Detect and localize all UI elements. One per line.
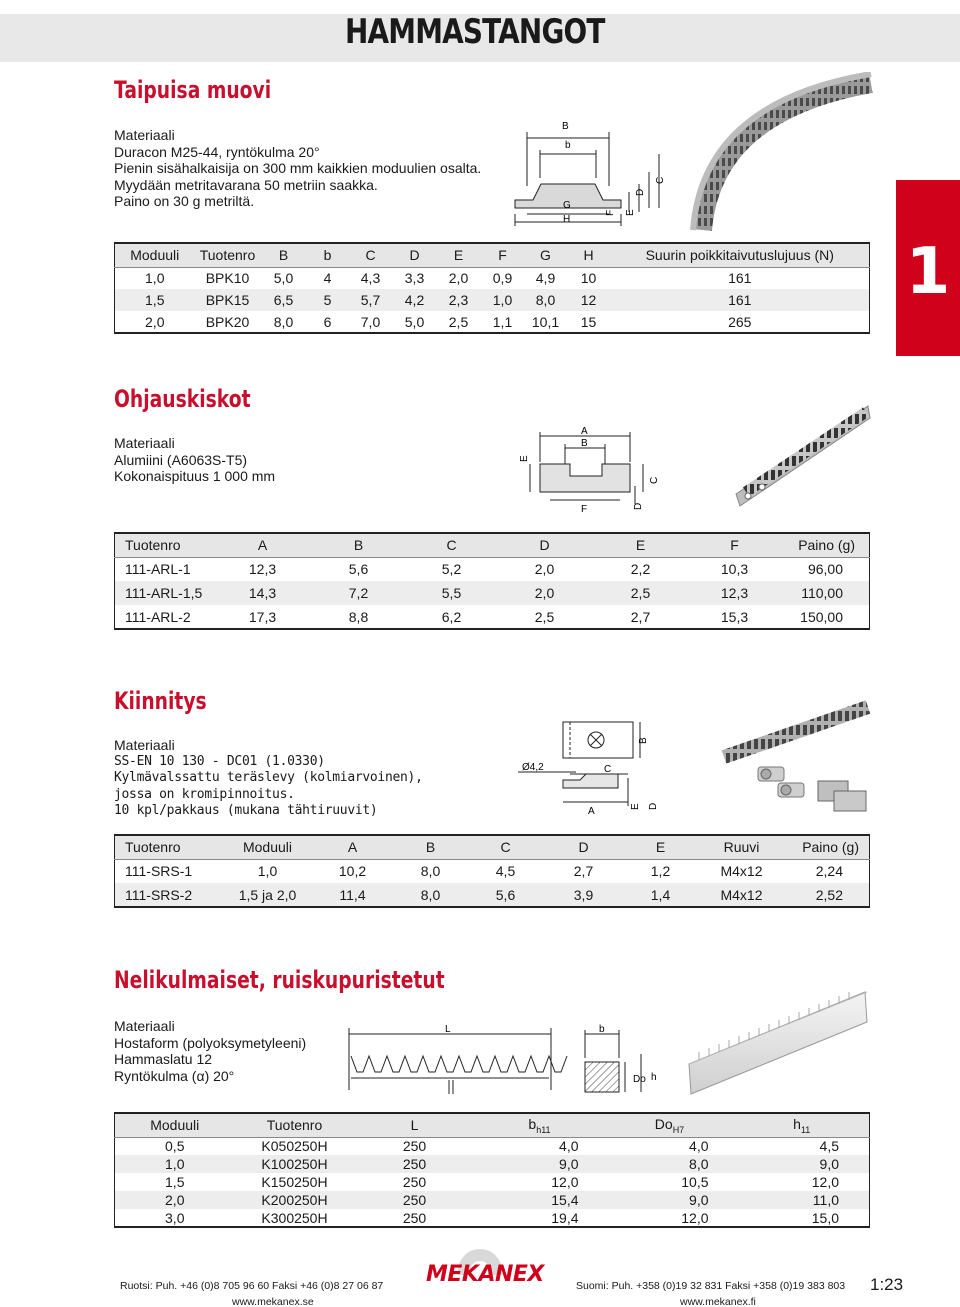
- dim-D: D: [635, 188, 646, 196]
- table-cell: 2,24: [785, 859, 870, 883]
- col-header: B: [395, 835, 467, 859]
- table-cell: 3,9: [545, 883, 623, 907]
- section-title-taipuisa: Taipuisa muovi: [114, 76, 272, 104]
- table-cell: 0,5: [115, 1137, 235, 1155]
- table-cell: 111-SRS-2: [115, 883, 225, 907]
- dim-G: G: [563, 200, 571, 211]
- table-cell: 1,0: [115, 267, 195, 289]
- table-cell: 15,0: [735, 1209, 870, 1227]
- material-line: Alumiini (A6063S-T5): [114, 451, 248, 468]
- dim-F: F: [581, 504, 588, 515]
- material-block-4: [114, 1018, 306, 1084]
- col-header: [475, 1113, 605, 1137]
- dim-B: B: [638, 737, 649, 744]
- col-header: E: [623, 835, 699, 859]
- bracket-diagram: [518, 718, 668, 820]
- table-row: [115, 1173, 870, 1191]
- material-label: Materiaali: [114, 435, 175, 451]
- table-cell: 161: [611, 289, 870, 311]
- material-line: Hammaslatu 12: [114, 1051, 213, 1067]
- table-cell: BPK20: [195, 311, 261, 333]
- table-cell: 10,5: [681, 1174, 709, 1190]
- col-header-sub: 11: [800, 1124, 811, 1135]
- col-header: Tuotenro: [235, 1113, 355, 1137]
- table-cell: 7,2: [311, 581, 407, 605]
- table-cell: 96,00: [781, 557, 870, 581]
- section-title-kiinnitys: Kiinnitys: [114, 687, 207, 715]
- col-header: Moduuli: [115, 1113, 235, 1137]
- dim-diameter: Ø4,2: [522, 762, 544, 773]
- table-cell: M4x12: [720, 863, 763, 880]
- table-cell: 250: [355, 1191, 475, 1209]
- dim-F: F: [605, 209, 616, 216]
- table-cell: 19,4: [475, 1209, 605, 1227]
- table-cell: 8,0: [420, 863, 441, 880]
- col-header: Ruuvi: [699, 835, 785, 859]
- col-header: Moduuli: [115, 243, 195, 267]
- table-cell: 250: [402, 1174, 427, 1190]
- table-row: [115, 267, 870, 289]
- dim-D: D: [648, 802, 659, 810]
- table-cell: K300250H: [235, 1209, 355, 1227]
- col-header-sub: h11: [536, 1124, 551, 1135]
- dim-E: E: [625, 209, 636, 216]
- table-row: [115, 581, 870, 605]
- page-title: HAMMASTANGOT: [345, 12, 605, 52]
- col-header: Tuotenro: [115, 533, 215, 557]
- table-cell: 4: [323, 270, 332, 287]
- table-cell: 1,4: [623, 883, 699, 907]
- dim-h: h: [651, 1072, 657, 1083]
- col-header: C: [407, 533, 497, 557]
- table-cell: 2,5: [437, 311, 481, 333]
- guide-rail-image: [728, 398, 873, 513]
- logo-mekanex: MEKANEX: [426, 1262, 544, 1287]
- table-cell: 5,6: [348, 561, 369, 578]
- col-header: A: [311, 835, 395, 859]
- dim-H: H: [563, 214, 571, 225]
- dim-C: C: [655, 176, 666, 184]
- square-rack-diagram: [345, 1020, 670, 1098]
- table-cell: 4,5: [735, 1137, 870, 1155]
- col-header-text: b: [528, 1115, 537, 1132]
- dim-A: A: [588, 806, 595, 817]
- table-cell: 12,0: [551, 1174, 579, 1190]
- table-cell: K150250H: [261, 1174, 328, 1190]
- table-cell: 12,3: [248, 561, 277, 578]
- table-row: [115, 1191, 870, 1209]
- table-cell: BPK10: [205, 270, 250, 287]
- table-row: [115, 311, 870, 333]
- table-cell: 250: [355, 1209, 475, 1227]
- section-title-nelikulmaiset: Nelikulmaiset, ruiskupuristetut: [114, 966, 445, 994]
- footer-sweden-phone: Ruotsi: Puh. +46 (0)8 705 96 60 Faksi +46 (0)8 27 06 87: [120, 1280, 384, 1292]
- table-cell: 4,5: [495, 863, 516, 880]
- table-cell: 11,0: [735, 1191, 870, 1209]
- table-cell: 1,0: [257, 863, 278, 880]
- table-cell: 10,3: [720, 561, 749, 578]
- col-header: C: [467, 835, 545, 859]
- material-line: Kylmävalssattu teräslevy (kolmiarvoinen),: [114, 770, 423, 785]
- table-cell: 111-ARL-1: [115, 557, 215, 581]
- table-cell: 7,0: [349, 311, 393, 333]
- table-row: [115, 1209, 870, 1227]
- col-header: D: [497, 533, 593, 557]
- table-cell: 1,0: [481, 289, 525, 311]
- table-cell: 4,2: [393, 289, 437, 311]
- table-cell: 0,9: [492, 270, 513, 287]
- col-header: Paino (g): [785, 835, 870, 859]
- col-header: F: [481, 243, 525, 267]
- table-row: [115, 289, 870, 311]
- footer-sweden-web[interactable]: www.mekanex.se: [232, 1296, 314, 1307]
- col-header: E: [593, 533, 689, 557]
- col-header-text: Do: [654, 1115, 673, 1132]
- col-header: D: [393, 243, 437, 267]
- section-title-ohjauskiskot: Ohjauskiskot: [114, 385, 251, 413]
- table-cell: 2,0: [534, 561, 555, 578]
- table-cell: 5,2: [441, 561, 462, 578]
- col-header: B: [311, 533, 407, 557]
- material-line: Ryntökulma (α) 20°: [114, 1067, 235, 1084]
- table-cell: 2,0: [115, 311, 195, 333]
- dim-Do: Do: [633, 1074, 646, 1085]
- table-cell: 8,0: [605, 1155, 735, 1173]
- table-cell: 1,1: [481, 311, 525, 333]
- material-block-2: [114, 435, 275, 485]
- table-cell: 111-ARL-2: [115, 605, 215, 629]
- bracket-assembly-image: [718, 695, 873, 815]
- table-cell: 8,8: [311, 605, 407, 629]
- col-header: F: [689, 533, 781, 557]
- table-row: [115, 1155, 870, 1173]
- table-cell: 250: [355, 1155, 475, 1173]
- table-cell: 10,1: [525, 311, 567, 333]
- table-cell: 6,2: [407, 605, 497, 629]
- chapter-number: 1: [905, 235, 951, 309]
- col-header: Moduuli: [225, 835, 311, 859]
- table-cell: 8,0: [395, 883, 467, 907]
- col-header-sub: H7: [672, 1124, 685, 1135]
- table-cell: BPK15: [195, 289, 261, 311]
- col-header: H: [567, 243, 611, 267]
- material-label: Materiaali: [114, 127, 175, 143]
- dim-L: L: [445, 1024, 451, 1035]
- material-line: jossa on kromipinnoitus.: [114, 786, 295, 802]
- material-line: Myydään metritavarana 50 metriin saakka.: [114, 176, 378, 193]
- flexible-rack-image: [685, 72, 875, 232]
- table-cell: 111-ARL-1,5: [115, 581, 215, 605]
- table-cell: 1,5: [115, 1173, 235, 1191]
- table-row: [115, 859, 870, 883]
- table-cell: 150,00: [781, 605, 870, 629]
- table-cell: 1,0: [115, 1155, 235, 1173]
- col-header: G: [525, 243, 567, 267]
- footer-finland-web[interactable]: www.mekanex.fi: [680, 1296, 756, 1307]
- table-cell: 2,2: [630, 561, 651, 578]
- dim-A: A: [581, 426, 588, 437]
- table-cell: 8,0: [261, 311, 307, 333]
- table-cell: 12: [567, 289, 611, 311]
- table-cell: 250: [402, 1138, 427, 1155]
- col-header: Suurin poikkitaivutuslujuus (N): [611, 243, 870, 267]
- table-cell: 1,5 ja 2,0: [225, 883, 311, 907]
- table-square-racks: [114, 1112, 870, 1228]
- col-header: [735, 1113, 870, 1137]
- table-cell: 4,9: [535, 270, 556, 287]
- table-cell: 2,7: [573, 863, 594, 880]
- table-cell: 4,0: [559, 1138, 579, 1155]
- table-cell: 161: [611, 267, 870, 289]
- col-header: C: [349, 243, 393, 267]
- chapter-tab: [896, 180, 960, 356]
- material-label: Materiaali: [114, 737, 175, 753]
- material-line: Hostaform (polyoksymetyleeni): [114, 1034, 307, 1051]
- table-cell: 3,3: [404, 270, 425, 287]
- table-cell: 12,3: [689, 581, 781, 605]
- rail-profile-diagram: [515, 424, 665, 516]
- material-block-1: [114, 127, 481, 210]
- material-line: Duracon M25-44, ryntökulma 20°: [114, 143, 320, 160]
- table-cell: K200250H: [235, 1191, 355, 1209]
- table-cell: 12,0: [735, 1173, 870, 1191]
- square-rack-image: [685, 986, 870, 1098]
- col-header: Tuotenro: [115, 835, 225, 859]
- table-cell: 15: [567, 311, 611, 333]
- dim-E: E: [519, 455, 530, 462]
- col-header-text: h: [793, 1115, 801, 1132]
- dim-E: E: [630, 803, 641, 810]
- table-cell: 4,3: [360, 270, 381, 287]
- table-cell: 10,2: [338, 863, 367, 880]
- table-cell: 5,7: [349, 289, 393, 311]
- page-number: 1:23: [870, 1275, 904, 1294]
- col-header: E: [437, 243, 481, 267]
- dim-C: C: [604, 764, 612, 775]
- table-row: [115, 557, 870, 581]
- col-header: [605, 1113, 735, 1137]
- table-row: [115, 883, 870, 907]
- table-cell: 9,0: [605, 1191, 735, 1209]
- table-cell: 6,5: [261, 289, 307, 311]
- table-cell: 2,0: [448, 270, 469, 287]
- table-cell: 9,0: [475, 1155, 605, 1173]
- dim-b: b: [565, 140, 571, 151]
- col-header: b: [307, 243, 349, 267]
- col-header: B: [261, 243, 307, 267]
- material-line: SS-EN 10 130 - DC01 (1.0330): [114, 753, 325, 769]
- dim-b: b: [599, 1024, 605, 1035]
- dim-B: B: [581, 438, 588, 449]
- table-cell: 9,0: [735, 1155, 870, 1173]
- footer-finland-phone: Suomi: Puh. +358 (0)19 32 831 Faksi +358 (0)19 383 803: [576, 1280, 846, 1292]
- table-cell: 1,5: [115, 289, 195, 311]
- rack-profile-diagram: [505, 118, 670, 230]
- table-cell: 3,0: [115, 1209, 235, 1227]
- table-cell: 5,0: [273, 270, 294, 287]
- dim-B: B: [562, 121, 569, 132]
- table-cell: 111-SRS-1: [115, 859, 225, 883]
- material-line: Kokonaispituus 1 000 mm: [114, 468, 276, 484]
- col-header: Paino (g): [781, 533, 870, 557]
- table-cell: 265: [611, 311, 870, 333]
- table-cell: 1,2: [650, 863, 671, 880]
- table-cell: 2,7: [593, 605, 689, 629]
- material-line: 10 kpl/pakkaus (mukana tähtiruuvit): [114, 803, 378, 818]
- col-header: D: [545, 835, 623, 859]
- table-cell: 2,0: [115, 1191, 235, 1209]
- table-cell: 2,52: [785, 883, 870, 907]
- material-line: Paino on 30 g metriltä.: [114, 193, 255, 209]
- table-cell: 5,5: [407, 581, 497, 605]
- table-cell: 12,0: [605, 1209, 735, 1227]
- dim-D: D: [633, 502, 644, 510]
- table-cell: 5,6: [467, 883, 545, 907]
- col-header: Tuotenro: [195, 243, 261, 267]
- table-cell: 10: [580, 270, 597, 287]
- table-cell: 2,5: [593, 581, 689, 605]
- table-cell: K050250H: [261, 1138, 328, 1155]
- table-cell: 8,0: [525, 289, 567, 311]
- material-label: Materiaali: [114, 1018, 175, 1034]
- table-cell: 2,5: [497, 605, 593, 629]
- material-line: Pienin sisähalkaisija on 300 mm kaikkien moduulien osalta.: [114, 160, 482, 176]
- table-guide-rails: [114, 532, 870, 630]
- table-cell: 15,3: [689, 605, 781, 629]
- table-cell: 2,0: [497, 581, 593, 605]
- col-header: A: [215, 533, 311, 557]
- table-cell: 15,4: [475, 1191, 605, 1209]
- table-cell: M4x12: [699, 883, 785, 907]
- table-cell: 110,00: [781, 581, 870, 605]
- table-flexible-rack: [114, 242, 870, 334]
- table-cell: 17,3: [215, 605, 311, 629]
- table-cell: 5: [307, 289, 349, 311]
- table-cell: 11,4: [311, 883, 395, 907]
- col-header: L: [355, 1113, 475, 1137]
- table-cell: 14,3: [215, 581, 311, 605]
- table-cell: 6: [307, 311, 349, 333]
- table-cell: 5,0: [393, 311, 437, 333]
- material-block-3: [114, 737, 423, 820]
- table-cell: 2,3: [437, 289, 481, 311]
- table-cell: 4,0: [689, 1138, 709, 1155]
- dim-C: C: [649, 476, 660, 484]
- table-fastening: [114, 834, 870, 908]
- table-cell: K100250H: [235, 1155, 355, 1173]
- table-row: [115, 605, 870, 629]
- table-row: [115, 1137, 870, 1155]
